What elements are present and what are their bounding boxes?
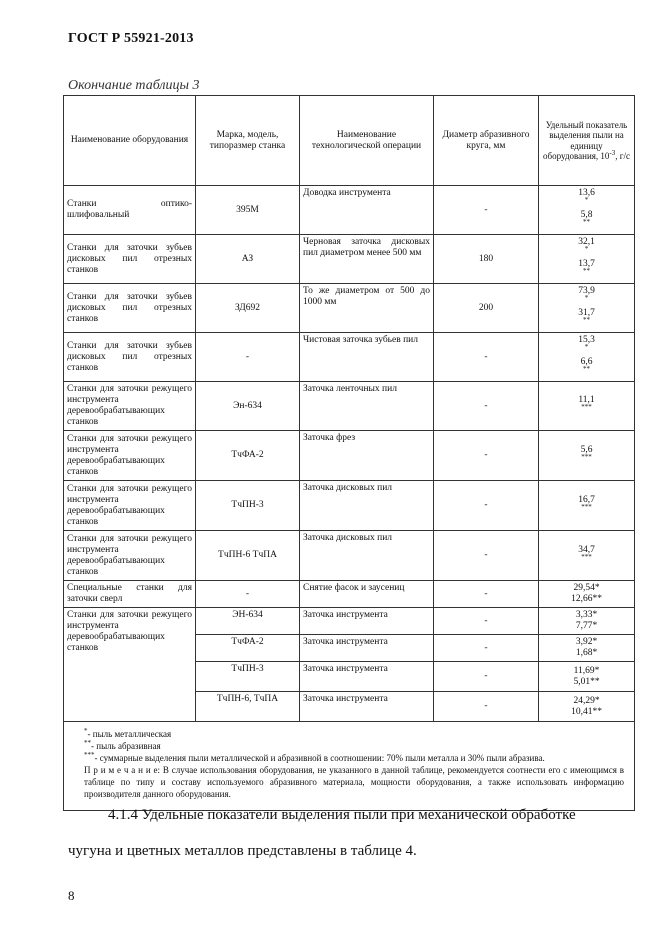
cell-emission-value [539, 635, 635, 662]
cell-wheel-diameter: - [434, 382, 539, 431]
cell-emission-value [539, 431, 635, 481]
value-line-2: 6,6 ** [580, 357, 593, 373]
document-code: ГОСТ Р 55921-2013 [68, 31, 194, 46]
value-line-1: 34,7 *** [578, 544, 595, 561]
value-line-1: 13,6 * [578, 188, 595, 204]
value-line-1: 11,1 *** [578, 395, 595, 411]
value-line-2: 10,41** [571, 706, 602, 717]
cell-operation: Заточка дисковых пил [300, 481, 434, 531]
cell-equipment-name: Станки для заточки зубьев дисковых пил отрезных станков [64, 284, 196, 333]
header-equipment-name: Наименование оборудования [64, 96, 196, 186]
cell-equipment-name: Станки для заточки зубьев дисковых пил отрезных станков [64, 235, 196, 284]
cell-equipment-name: Станки оптико-шлифовальный [64, 186, 196, 235]
table-row [64, 382, 635, 431]
table-row [64, 531, 635, 581]
table-caption: Окончание таблицы 3 [68, 78, 200, 93]
cell-operation: То же диаметром от 500 до 1000 мм [300, 284, 434, 333]
header-value-unit: $10^{-3}$, г/с [600, 149, 630, 161]
cell-machine-mark: ТчПН-6 ТчПА [196, 531, 300, 581]
paragraph-continuation: чугуна и цветных металлов представлены в таблице 4. [68, 843, 417, 859]
value-line-1: 11,69* [573, 665, 600, 676]
value-line-1: 5,6 *** [580, 444, 593, 461]
note-abrasive: **- пыль абразивная [84, 739, 161, 751]
value-line-2: 5,8 ** [580, 210, 593, 226]
cell-machine-mark: ЗД692 [196, 284, 300, 333]
cell-operation: Заточка инструмента [300, 692, 434, 722]
table-row [64, 333, 635, 382]
cell-equipment-name: Станки для заточки зубьев дисковых пил отрезных станков [64, 333, 196, 382]
cell-operation: Чистовая заточка зубьев пил [300, 333, 434, 382]
cell-equipment-name: Станки для заточки режущего инструмента деревообрабатывающих станков [64, 608, 196, 722]
dust-emission-table [63, 95, 635, 811]
notes-row [64, 722, 635, 811]
note-total: ***- суммарные выделения пыли металлической и абразивной в соотношении: 70% пыли металла и 30% пыли абразива. [84, 751, 545, 763]
cell-machine-mark: ТчФА-2 [196, 431, 300, 481]
cell-operation: Черновая заточка дисковых пил диаметром менее 500 мм [300, 235, 434, 284]
cell-emission-value [539, 531, 635, 581]
cell-machine-mark: 395М [196, 186, 300, 235]
value-line-2: 31,7 ** [578, 308, 595, 324]
value-line-2: 1,68* [575, 648, 598, 658]
table-row [64, 608, 635, 635]
value-line-2: 7,77* [575, 621, 598, 631]
value-line-2: 12,66** [571, 594, 602, 604]
value-line-1: 29,54* [573, 583, 600, 593]
cell-operation: Заточка инструмента [300, 608, 434, 635]
cell-wheel-diameter: 180 [434, 235, 539, 284]
cell-emission-value [539, 692, 635, 722]
value-line-1: 24,29* [573, 695, 600, 706]
cell-wheel-diameter: - [434, 186, 539, 235]
cell-emission-value [539, 284, 635, 333]
table-notes [64, 722, 635, 811]
table-row [64, 431, 635, 481]
cell-wheel-diameter: - [434, 608, 539, 635]
cell-machine-mark: ТчПН-6, ТчПА [196, 692, 300, 722]
cell-operation: Заточка ленточных пил [300, 382, 434, 431]
cell-emission-value [539, 481, 635, 531]
cell-emission-value [539, 382, 635, 431]
cell-operation: Заточка инструмента [300, 662, 434, 692]
cell-emission-value [539, 581, 635, 608]
header-operation: Наименование технологической операции [300, 96, 434, 186]
cell-wheel-diameter: - [434, 692, 539, 722]
cell-emission-value [539, 186, 635, 235]
cell-operation: Заточка фрез [300, 431, 434, 481]
cell-operation: Заточка дисковых пил [300, 531, 434, 581]
value-line-1: 3,92* [575, 637, 598, 647]
value-line-1: 73,9 * [578, 286, 595, 302]
paragraph-4-1-4: 4.1.4 Удельные показатели выделения пыли при механической обработке [108, 807, 576, 823]
cell-wheel-diameter: - [434, 635, 539, 662]
table-row [64, 186, 635, 235]
table-row [64, 284, 635, 333]
cell-machine-mark: ЭН-634 [196, 608, 300, 635]
table-row [64, 235, 635, 284]
cell-equipment-name: Станки для заточки режущего инструмента деревообрабатывающих станков [64, 431, 196, 481]
cell-equipment-name: Специальные станки для заточки сверл [64, 581, 196, 608]
cell-machine-mark: - [196, 333, 300, 382]
header-emission-value [539, 96, 635, 186]
cell-wheel-diameter: 200 [434, 284, 539, 333]
cell-equipment-name: Станки для заточки режущего инструмента деревообрабатывающих станков [64, 481, 196, 531]
cell-equipment-name: Станки для заточки режущего инструмента деревообрабатывающих станков [64, 382, 196, 431]
cell-machine-mark: Эн-634 [196, 382, 300, 431]
note-remark: П р и м е ч а н и е: В случае использования оборудования, не указанного в данной таблице, рекомендуется соотнести его с имеющимся в таблице по типу и составу используемого абразивного материала, мощности оборудования, а также использовать информацию производителя данного оборудования. [84, 765, 624, 799]
cell-operation: Заточка инструмента [300, 635, 434, 662]
value-line-2: 5,01** [573, 676, 600, 687]
header-value-text: Удельный показатель выделения пыли на единицу оборудования, [543, 119, 628, 161]
page-number: 8 [68, 888, 75, 903]
cell-wheel-diameter: - [434, 333, 539, 382]
cell-emission-value [539, 608, 635, 635]
cell-machine-mark: ТчФА-2 [196, 635, 300, 662]
table-row [64, 481, 635, 531]
cell-wheel-diameter: - [434, 662, 539, 692]
cell-wheel-diameter: - [434, 431, 539, 481]
cell-emission-value [539, 333, 635, 382]
cell-machine-mark: ТчПН-3 [196, 481, 300, 531]
value-line-1: 15,3 * [578, 335, 595, 351]
cell-wheel-diameter: - [434, 481, 539, 531]
cell-machine-mark: АЗ [196, 235, 300, 284]
cell-wheel-diameter: - [434, 581, 539, 608]
cell-emission-value [539, 662, 635, 692]
table-row [64, 581, 635, 608]
header-wheel-diameter: Диаметр абразивного круга, мм [434, 96, 539, 186]
value-line-2: 13,7 ** [578, 259, 595, 275]
header-machine-mark: Марка, модель, типоразмер станка [196, 96, 300, 186]
cell-machine-mark: ТчПН-3 [196, 662, 300, 692]
cell-operation: Доводка инструмента [300, 186, 434, 235]
cell-operation: Снятие фасок и заусениц [300, 581, 434, 608]
cell-wheel-diameter: - [434, 531, 539, 581]
table-header-row [64, 96, 635, 186]
value-line-1: 16,7 *** [578, 494, 595, 511]
note-metal: *- пыль металлическая [84, 727, 172, 739]
cell-equipment-name: Станки для заточки режущего инструмента деревообрабатывающих станков [64, 531, 196, 581]
cell-machine-mark: - [196, 581, 300, 608]
cell-emission-value [539, 235, 635, 284]
value-line-1: 32,1 * [578, 237, 595, 253]
value-line-1: 3,33* [575, 610, 598, 620]
